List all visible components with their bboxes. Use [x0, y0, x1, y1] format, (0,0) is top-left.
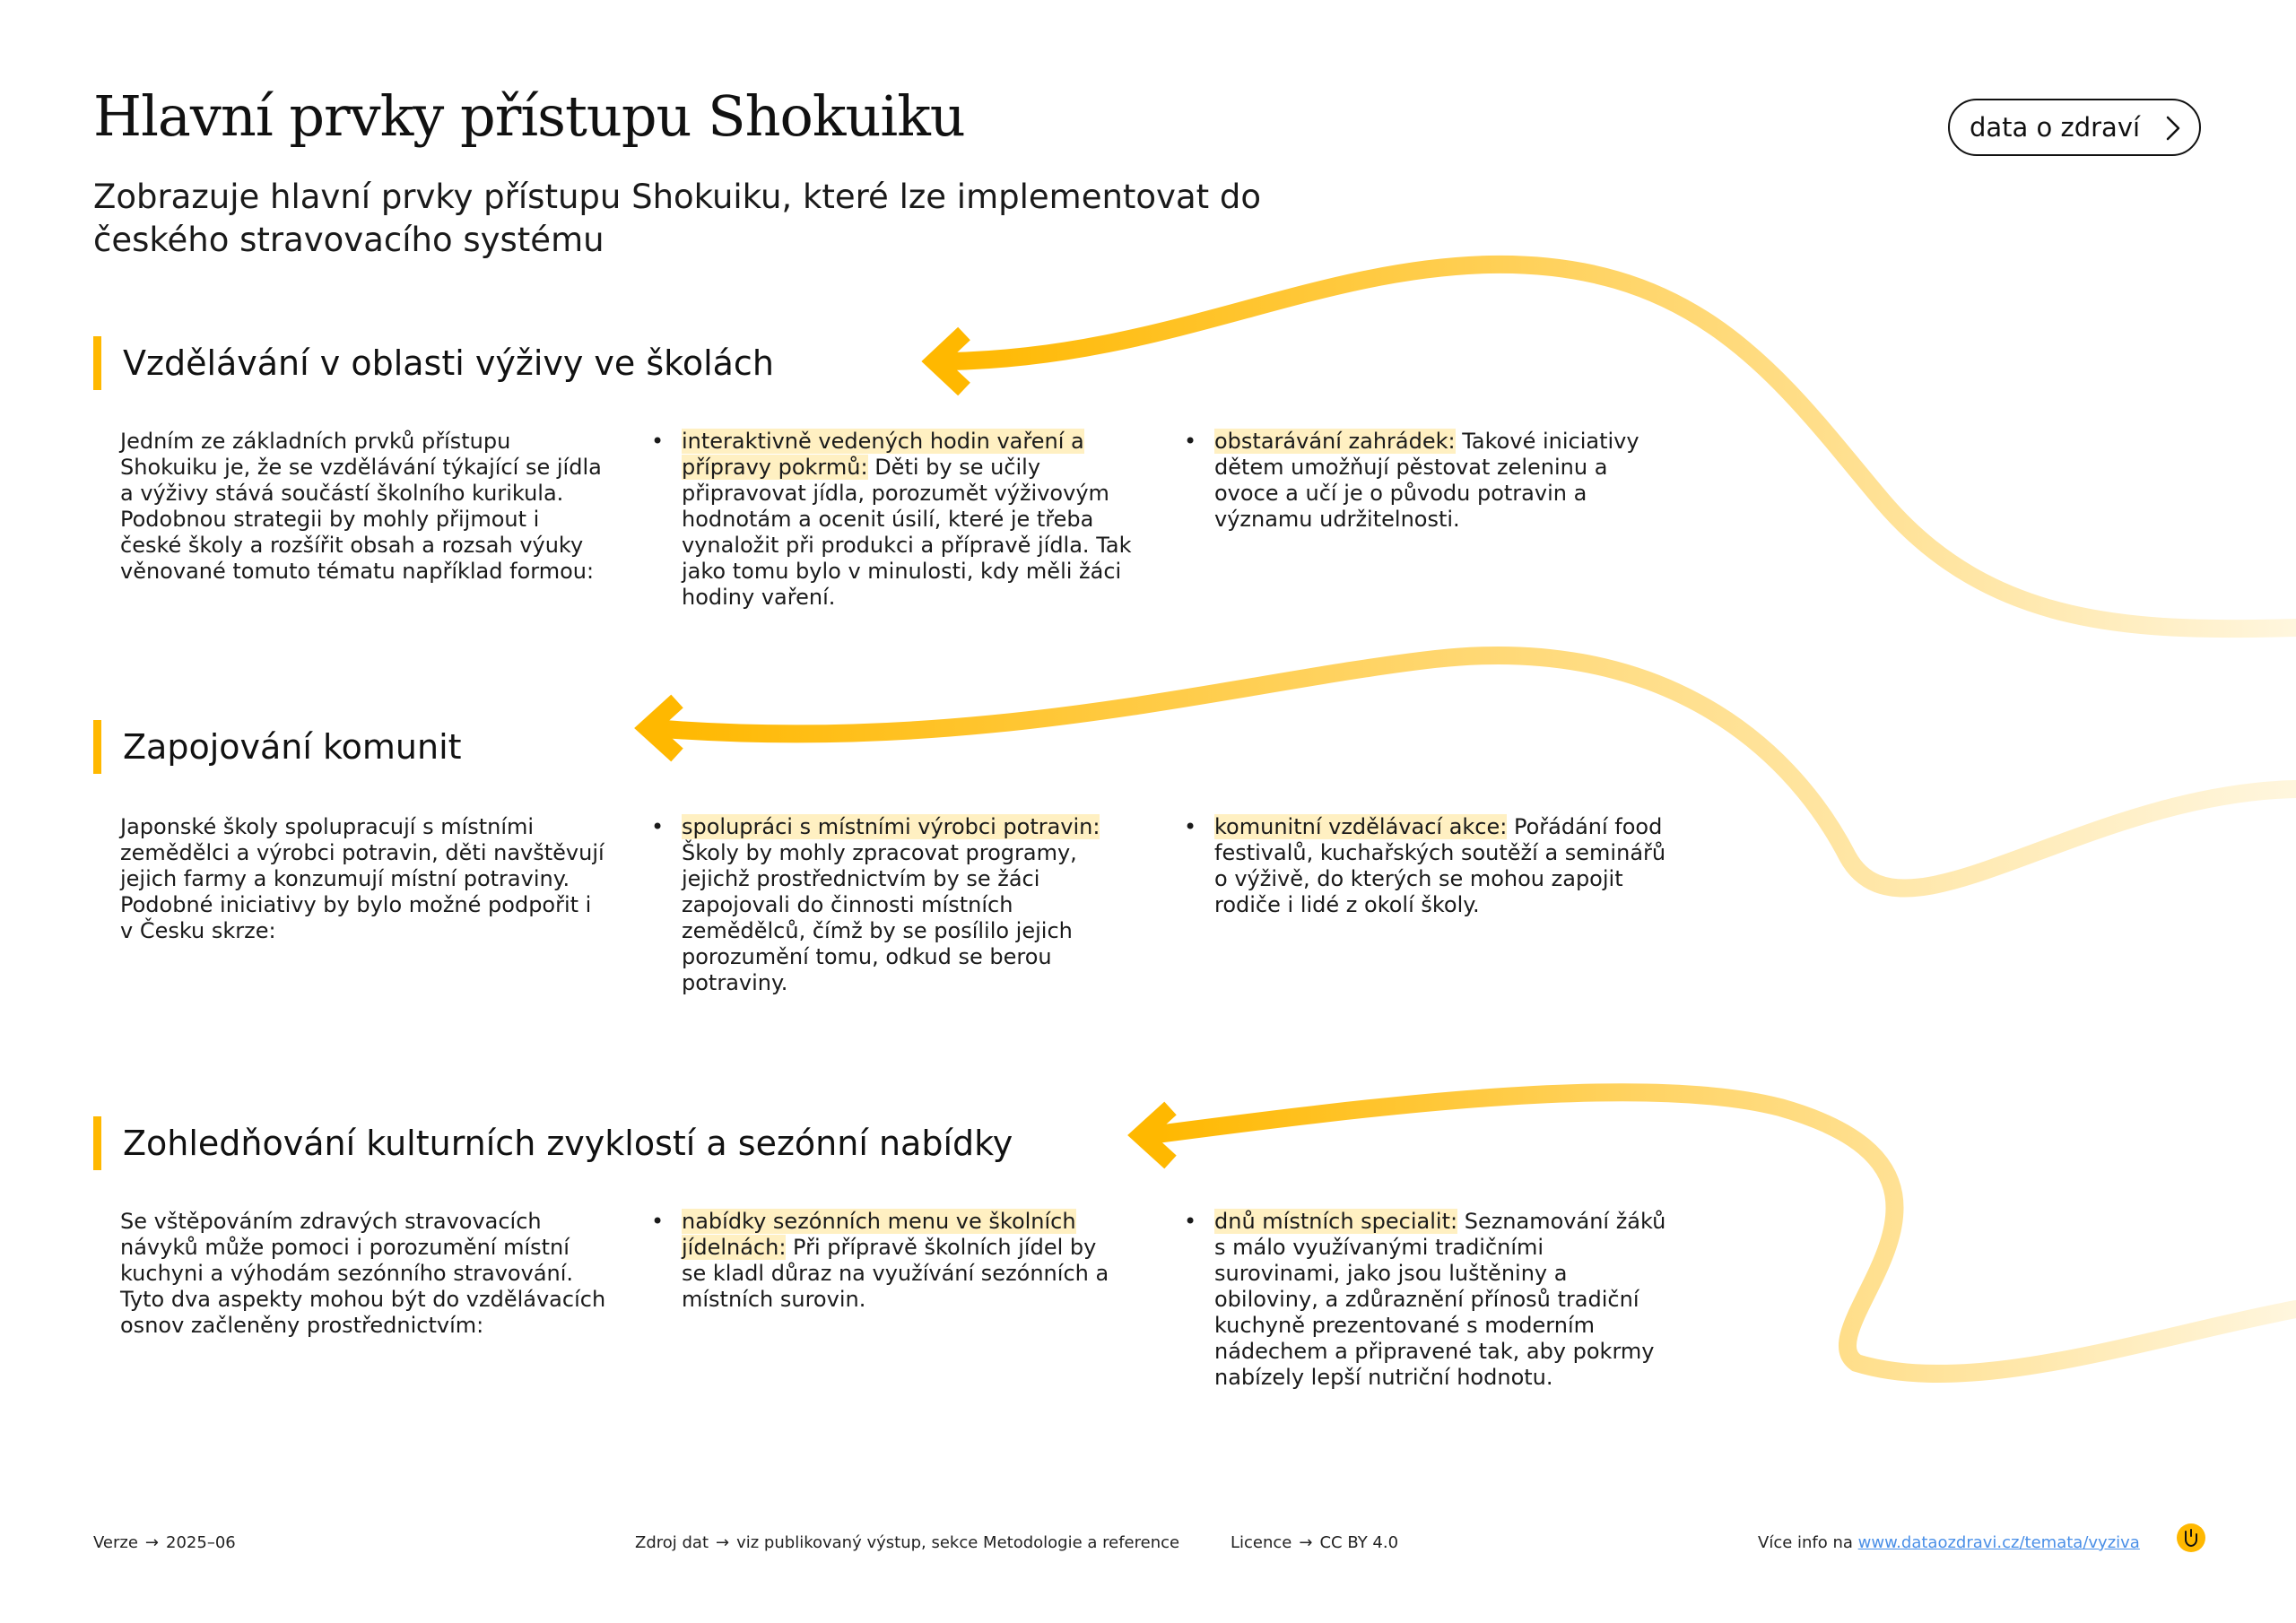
section-title-kulturni-zvyklosti: Zohledňování kulturních zvyklostí a sezónní nabídky: [93, 1116, 1013, 1170]
bullet-highlight: obstarávání zahrádek:: [1214, 429, 1456, 454]
bullet-icon: •: [1184, 814, 1197, 839]
footer-source: [635, 1533, 1179, 1553]
list-item: [1182, 429, 1670, 533]
bullet-highlight: interaktivně vedených hodin vaření a přípravy pokrmů:: [682, 429, 1084, 480]
list-item: [649, 814, 1121, 996]
section-title-komunity: Zapojování komunit: [93, 720, 462, 774]
arrow-right-icon: →: [716, 1533, 730, 1552]
list-item: [649, 1209, 1121, 1313]
bullet-icon: •: [651, 814, 665, 839]
bullet-text: Školy by mohly zpracovat programy, jejichž prostřednictvím by se žáci zapojovali do činnosti místních zemědělců, čímž by se posílilo jejich porozumění tomu, odkud se berou potraviny.: [682, 840, 1077, 995]
footer-source-label: Zdroj dat: [635, 1533, 709, 1552]
bullet-text: Při přípravě školních jídel by se kladl důraz na využívání sezónních a místních surovin.: [682, 1235, 1109, 1312]
page-subtitle: Zobrazuje hlavní prvky přístupu Shokuiku, které lze implementovat do českého stravovacího systému: [93, 178, 1262, 259]
bullet-highlight: dnů místních specialit:: [1214, 1209, 1458, 1234]
list-item: [1182, 1209, 1670, 1391]
bullet-highlight: nabídky sezónních menu ve školních jídelnách:: [682, 1209, 1076, 1260]
bullet-highlight: komunitní vzdělávací akce:: [1214, 814, 1508, 839]
bullet-icon: •: [651, 1209, 665, 1234]
section-intro-kulturni-zvyklosti: Se vštěpováním zdravých stravovacích návyků může pomoci i porozumění místní kuchyni a výhodám sezónního stravování. Tyto dva aspekty mohou být do vzdělávacích osnov začleněny prostřednictvím:: [120, 1209, 606, 1338]
footer-version: [93, 1533, 236, 1553]
footer-version-value: 2025–06: [166, 1533, 236, 1552]
list-item: [649, 429, 1137, 611]
brand-logo-icon: [2177, 1523, 2205, 1552]
badge-label: data o zdraví: [1970, 112, 2141, 143]
section-intro-vzdelavani: Jedním ze základních prvků přístupu Shokuiku je, že se vzdělávání týkající se jídla a výživy stává součástí školního kurikula. Podobnou strategii by mohly přijmout i české školy a rozšířit obsah a rozsah výuky věnované tomuto tématu například formou:: [120, 429, 602, 584]
footer-source-value: viz publikovaný výstup, sekce Metodologie a reference: [736, 1533, 1180, 1552]
arrow-right-icon: →: [1299, 1533, 1313, 1552]
footer-more-info-label: Více info na: [1758, 1533, 1853, 1552]
data-o-zdravi-button[interactable]: [1948, 99, 2201, 156]
bullet-icon: •: [651, 429, 665, 454]
footer-version-label: Verze: [93, 1533, 138, 1552]
arrow-head-2: [648, 701, 677, 755]
section-intro-komunity: Japonské školy spolupracují s místními zemědělci a výrobci potravin, děti navštěvují jejich farmy a konzumují místní potraviny. Podobné iniciativy by bylo možné podpořit i v Česku skrze:: [120, 814, 604, 943]
section-title-vzdelavani: Vzdělávání v oblasti výživy ve školách: [93, 336, 774, 390]
chevron-right-icon: [2160, 114, 2185, 143]
arrow-right-icon: →: [144, 1533, 160, 1552]
bullet-icon: •: [1184, 429, 1197, 454]
footer-license-value: CC BY 4.0: [1319, 1533, 1399, 1552]
bullet-icon: •: [1184, 1209, 1197, 1234]
footer-more-info: [1758, 1533, 2140, 1553]
bullet-highlight: spolupráci s místními výrobci potravin:: [682, 814, 1100, 839]
arrow-head-3: [1141, 1108, 1170, 1162]
footer-link[interactable]: www.dataozdravi.cz/temata/vyziva: [1857, 1533, 2140, 1552]
bullet-text: Pořádání food festivalů, kuchařských soutěží a seminářů o výživě, do kterých se mohou zapojit rodiče i lidé z okolí školy.: [1214, 814, 1666, 917]
footer-license-label: Licence: [1231, 1533, 1292, 1552]
bullet-text: Děti by se učily připravovat jídla, porozumět výživovým hodnotám a ocenit úsilí, které je třeba vynaložit při produkci a přípravě jídla. Tak jako tomu bylo v minulosti, kdy měli žáci hodiny vaření.: [682, 455, 1132, 610]
bullet-text: Seznamování žáků s málo využívanými tradičními surovinami, jako jsou luštěniny a obiloviny, a zdůraznění přínosů tradiční kuchyně prezentované s moderním nádechem a připravené tak, aby pokrmy nabízely lepší nutriční hodnotu.: [1214, 1209, 1666, 1390]
footer-license: [1231, 1533, 1398, 1553]
page-title: Hlavní prvky přístupu Shokuiku: [93, 83, 965, 149]
list-item: [1182, 814, 1670, 918]
bullet-text: Takové iniciativy dětem umožňují pěstovat zeleninu a ovoce a učí je o původu potravin a významu udržitelnosti.: [1214, 429, 1639, 532]
arrow-head-1: [935, 334, 964, 389]
